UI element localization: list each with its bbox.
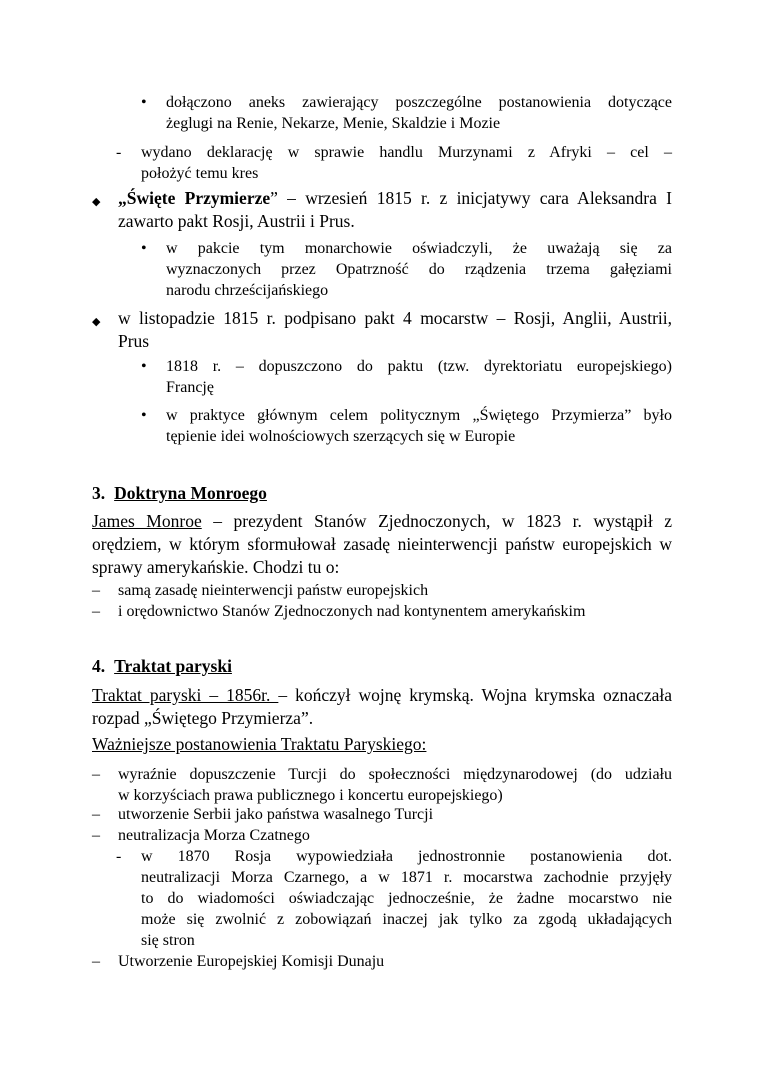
list-item bbox=[141, 142, 672, 184]
text-line: w pakcie tym monarchowie oświadczyli, że uważają się za bbox=[166, 240, 672, 257]
section-heading bbox=[92, 655, 232, 678]
bullet-dot: • bbox=[141, 94, 147, 111]
text-line: dołączono aneks zawierający poszczególne postanowienia dotyczące bbox=[166, 94, 672, 111]
text-line: położyć temu kres bbox=[141, 165, 259, 182]
list-item bbox=[118, 580, 428, 601]
text-line: wyraźnie dopuszczenie Turcji do społeczności międzynarodowej (do udziału bbox=[118, 766, 672, 783]
text-line: neutralizacja Morza Czatnego bbox=[118, 827, 310, 844]
text-line: może się zwolnić z zobowiązań inaczej jak tylko za zgodą układających bbox=[141, 911, 672, 928]
bullet-endash: – bbox=[92, 603, 100, 620]
text-line: to do wiadomości oświadczając jednocześnie, że żadne mocarstwo nie bbox=[141, 890, 672, 907]
text-line: wydano deklarację w sprawie handlu Murzynami z Afryki – cel – bbox=[141, 144, 672, 161]
text-line: w listopadzie 1815 r. podpisano pakt 4 mocarstw – Rosji, Anglii, Austrii, bbox=[118, 308, 672, 328]
section-heading bbox=[92, 482, 267, 505]
bullet-dot: • bbox=[141, 407, 147, 424]
list-item bbox=[118, 951, 384, 972]
bullet-endash: – bbox=[92, 953, 100, 970]
bullet-dash: - bbox=[116, 848, 122, 865]
list-item bbox=[141, 846, 672, 951]
text-line: narodu chrześcijańskiego bbox=[166, 282, 329, 299]
treaty-name: Traktat paryski – 1856r. bbox=[92, 685, 279, 705]
text-line: wyznaczonych przez Opatrzność do rządzenia trzema gałęziami bbox=[166, 261, 672, 278]
text-line: Francję bbox=[166, 379, 214, 396]
bullet-endash: – bbox=[92, 806, 100, 823]
list-item bbox=[118, 601, 585, 622]
bullet-dot: • bbox=[141, 358, 147, 375]
list-item bbox=[166, 405, 672, 447]
text-line: Utworzenie Europejskiej Komisji Dunaju bbox=[118, 953, 385, 970]
paragraph bbox=[92, 510, 672, 579]
paragraph bbox=[92, 684, 672, 730]
list-item bbox=[166, 238, 672, 301]
bullet-diamond: ◆ bbox=[92, 196, 101, 208]
text-line: się stron bbox=[141, 932, 195, 949]
list-item bbox=[166, 92, 672, 134]
text-line: w 1870 Rosja wypowiedziała jednostronnie postanowienia dot. bbox=[141, 848, 672, 865]
text-line: orędziem, w którym sformułował zasadę nieinterwencji państw europejskich w bbox=[92, 534, 672, 554]
text-line: „Święte Przymierze” – wrzesień 1815 r. z inicjatywy cara Aleksandra I bbox=[118, 188, 672, 208]
list-item bbox=[118, 187, 672, 233]
text-line: neutralizacji Morza Czarnego, a w 1871 r. mocarstwa zachodnie przyjęły bbox=[141, 869, 672, 886]
list-item bbox=[118, 764, 672, 806]
section-number: 3. bbox=[92, 483, 106, 503]
list-item bbox=[166, 356, 672, 398]
section-number: 4. bbox=[92, 656, 106, 676]
text-line: rozpad „Świętego Przymierza”. bbox=[92, 708, 314, 728]
bullet-dot: • bbox=[141, 240, 147, 257]
person-name: James Monroe bbox=[92, 511, 202, 531]
bullet-endash: – bbox=[92, 582, 100, 599]
text-line: zawarto pakt Rosji, Austrii i Prus. bbox=[118, 211, 355, 231]
subheading: Ważniejsze postanowienia Traktatu Paryskiego: bbox=[92, 734, 427, 754]
text-line: tępienie idei wolnościowych szerzących się w Europie bbox=[166, 428, 516, 445]
text-line: Traktat paryski – 1856r. – kończył wojnę krymską. Wojna krymska oznaczała bbox=[92, 685, 672, 705]
text-line: sprawy amerykańskie. Chodzi tu o: bbox=[92, 557, 340, 577]
text-line: James Monroe – prezydent Stanów Zjednoczonych, w 1823 r. wystąpił z bbox=[92, 511, 672, 531]
text-line: i orędownictwo Stanów Zjednoczonych nad kontynentem amerykańskim bbox=[118, 603, 586, 620]
list-item bbox=[118, 307, 672, 353]
section-title: Traktat paryski bbox=[114, 656, 232, 676]
bullet-endash: – bbox=[92, 766, 100, 783]
list-item bbox=[118, 804, 433, 825]
text-line: samą zasadę nieinterwencji państw europejskich bbox=[118, 582, 429, 599]
text-line: utworzenie Serbii jako państwa wasalnego Turcji bbox=[118, 806, 434, 823]
text-line: w praktyce głównym celem politycznym „Świętego Przymierza” było bbox=[166, 407, 672, 424]
text-line: żeglugi na Renie, Nekarze, Menie, Skaldzie i Mozie bbox=[166, 115, 501, 132]
bullet-dash: - bbox=[116, 144, 122, 161]
bullet-endash: – bbox=[92, 827, 100, 844]
text-line: Prus bbox=[118, 331, 150, 351]
text-line: 1818 r. – dopuszczono do paktu (tzw. dyrektoriatu europejskiego) bbox=[166, 358, 672, 375]
bullet-diamond: ◆ bbox=[92, 316, 101, 328]
list-item bbox=[118, 825, 310, 846]
section-title: Doktryna Monroego bbox=[114, 483, 267, 503]
text-line: w korzyściach prawa publicznego i koncertu europejskiego) bbox=[118, 787, 503, 804]
bold-term: „Święte Przymierze bbox=[118, 188, 271, 208]
